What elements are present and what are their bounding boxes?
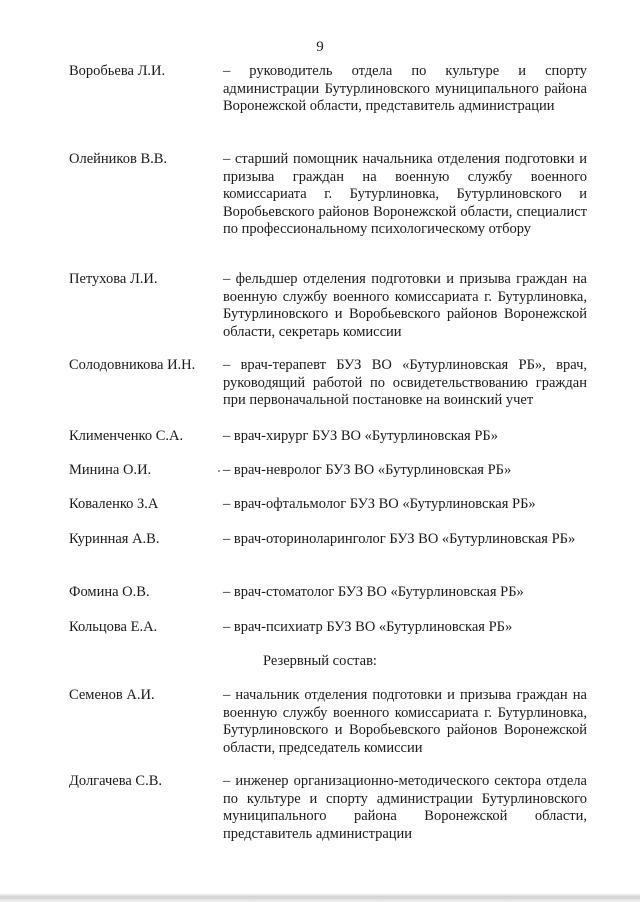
member-name: Семенов А.И. [69, 687, 155, 703]
member-name: Куринная А.В. [69, 531, 160, 547]
member-name: Воробьева Л.И. [69, 63, 166, 79]
member-role: – врач-хирург БУЗ ВО «Бутурлиновская РБ» [223, 428, 498, 444]
member-role: – начальник отделения подготовки и призыва граждан на военную службу военного комиссариата г. Бутурлиновка, Бутурлиновского и Воробьевского районов Воронежской области, председатель комиссии [223, 687, 587, 756]
member-name: Кольцова Е.А. [69, 619, 158, 635]
scan-bottom-edge [0, 893, 640, 902]
member-name: Петухова Л.И. [69, 271, 158, 287]
member-name: Олейников В.В. [69, 151, 168, 167]
member-role: – инженер организационно-методического сектора отдела по культуре и спорту администрации Бутурлиновского муниципального района Воронежской области, представитель администрации [223, 773, 587, 842]
member-name: Долгачева С.В. [69, 773, 163, 789]
scan-artifact-dot [218, 470, 220, 472]
member-role: – врач-офтальмолог БУЗ ВО «Бутурлиновская РБ» [223, 496, 536, 512]
member-role: – старший помощник начальника отделения подготовки и призыва граждан на военную службу военного комиссариата г. Бутурлиновка, Бутурлиновского и Воробьевского районов Воронежской области, специалист по профессиональному психологическому отбору [223, 151, 587, 237]
member-role: – фельдшер отделения подготовки и призыва граждан на военную службу военного комиссариата г. Бутурлиновка, Бутурлиновского и Воробьевского районов Воронежской области, секретарь комиссии [223, 271, 587, 340]
member-role: – врач-терапевт БУЗ ВО «Бутурлиновская РБ», врач, руководящий работой по освидетельствованию граждан при первоначальной постановке на воинский учет [223, 357, 587, 408]
member-name: Минина О.И. [69, 462, 152, 478]
member-name: Солодовникова И.Н. [69, 357, 196, 373]
member-role: – врач-психиатр БУЗ ВО «Бутурлиновская РБ» [223, 619, 513, 635]
member-name: Фомина О.В. [69, 584, 150, 600]
member-role: – врач-оториноларинголог БУЗ ВО «Бутурлиновская РБ» [223, 531, 576, 547]
member-role: – врач-невролог БУЗ ВО «Бутурлиновская РБ» [223, 462, 512, 478]
member-role: – руководитель отдела по культуре и спорту администрации Бутурлиновского муниципального района Воронежской области, представитель администрации [223, 63, 587, 114]
member-role: – врач-стоматолог БУЗ ВО «Бутурлиновская РБ» [223, 584, 524, 600]
page-number: 9 [316, 39, 324, 55]
member-name: Коваленко З.А [69, 496, 159, 512]
member-name: Клименченко С.А. [69, 428, 184, 444]
reserve-heading: Резервный состав: [263, 653, 377, 669]
